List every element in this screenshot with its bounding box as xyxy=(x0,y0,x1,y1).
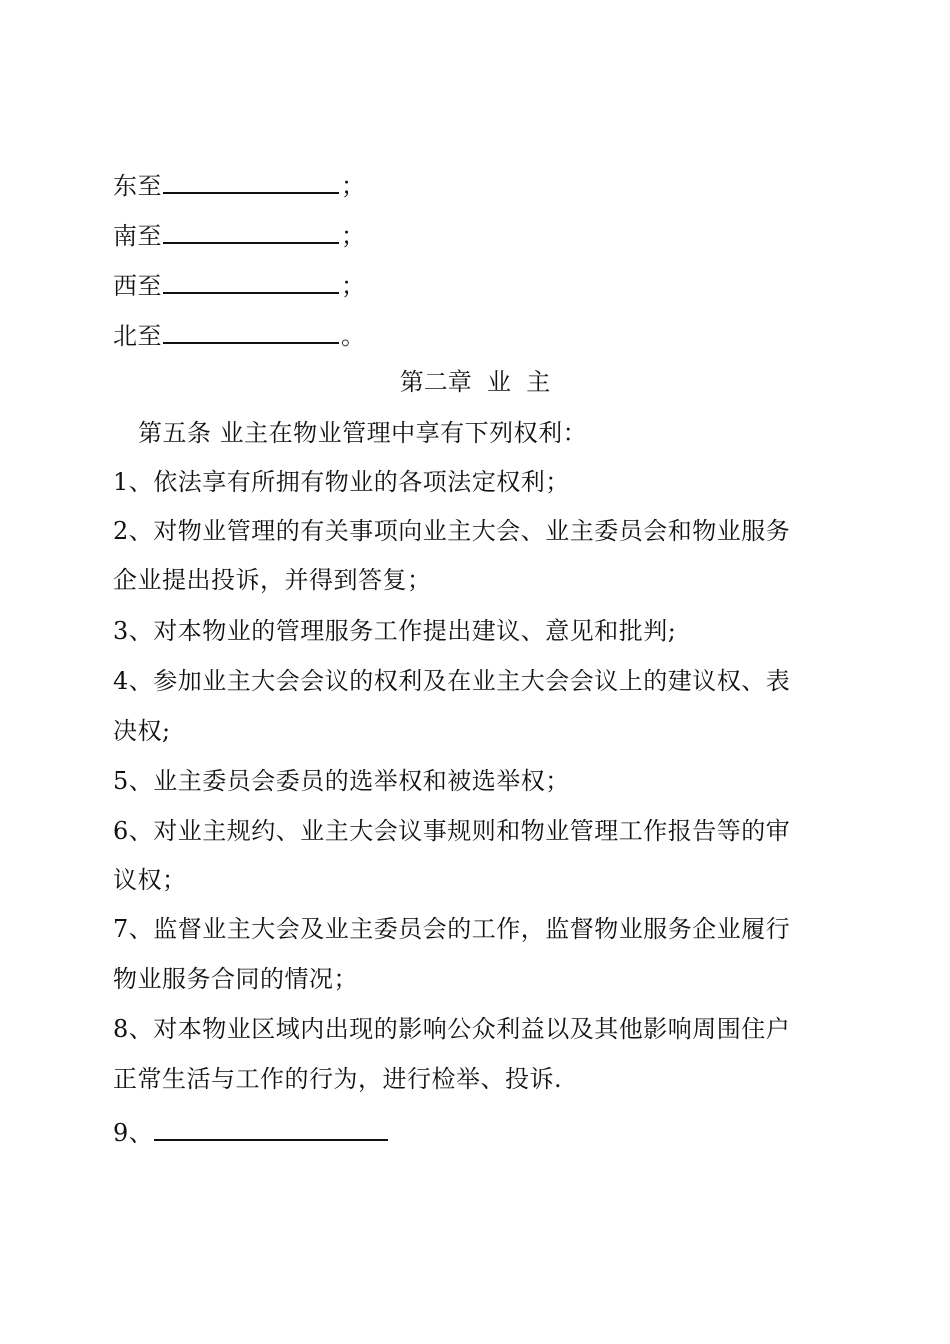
boundary-west xyxy=(113,268,366,298)
right-item-4: 4、参加业主大会会议的权利及在业主大会会议上的建议权、表 xyxy=(113,667,791,695)
boundary-south-end: ； xyxy=(341,222,366,250)
boundary-north-blank[interactable] xyxy=(163,318,339,344)
boundary-east-label: 东至 xyxy=(113,172,162,200)
boundary-east-end: ； xyxy=(341,172,366,200)
right-item-8: 8、对本物业区域内出现的影响公众利益以及其他影响周围住户 xyxy=(113,1015,791,1043)
right-item-6: 6、对业主规约、业主大会议事规则和物业管理工作报告等的审 xyxy=(113,817,791,845)
boundary-west-end: ； xyxy=(341,272,366,300)
right-item-9 xyxy=(113,1115,390,1145)
right-item-9-label: 9、 xyxy=(113,1119,154,1147)
right-item-9-blank[interactable] xyxy=(154,1115,388,1141)
boundary-north xyxy=(113,318,366,348)
right-item-3: 3、对本物业的管理服务工作提出建议、意见和批判; xyxy=(113,617,677,645)
boundary-north-end: 。 xyxy=(341,322,366,350)
boundary-north-label: 北至 xyxy=(113,322,162,350)
right-item-2-cont: 企业提出投诉，并得到答复； xyxy=(113,566,432,594)
right-item-4-cont: 决权; xyxy=(113,717,171,745)
boundary-south-label: 南至 xyxy=(113,222,162,250)
right-item-6-cont: 议权； xyxy=(113,866,187,894)
right-item-5: 5、业主委员会委员的选举权和被选举权； xyxy=(113,767,570,795)
boundary-west-blank[interactable] xyxy=(163,268,339,294)
right-item-8-cont: 正常生活与工作的行为，进行检举、投诉. xyxy=(113,1065,563,1093)
boundary-east xyxy=(113,168,366,198)
boundary-east-blank[interactable] xyxy=(163,168,339,194)
right-item-2: 2、对物业管理的有关事项向业主大会、业主委员会和物业服务 xyxy=(113,517,791,545)
right-item-1: 1、依法享有所拥有物业的各项法定权利； xyxy=(113,468,570,496)
right-item-7-cont: 物业服务合同的情况； xyxy=(113,965,358,993)
chapter-title: 第二章 业 主 xyxy=(399,368,551,396)
article-five-heading: 第五条 业主在物业管理中享有下列权利： xyxy=(138,419,588,447)
boundary-south-blank[interactable] xyxy=(163,218,339,244)
boundary-south xyxy=(113,218,366,248)
right-item-7: 7、监督业主大会及业主委员会的工作，监督物业服务企业履行 xyxy=(113,915,791,943)
boundary-west-label: 西至 xyxy=(113,272,162,300)
